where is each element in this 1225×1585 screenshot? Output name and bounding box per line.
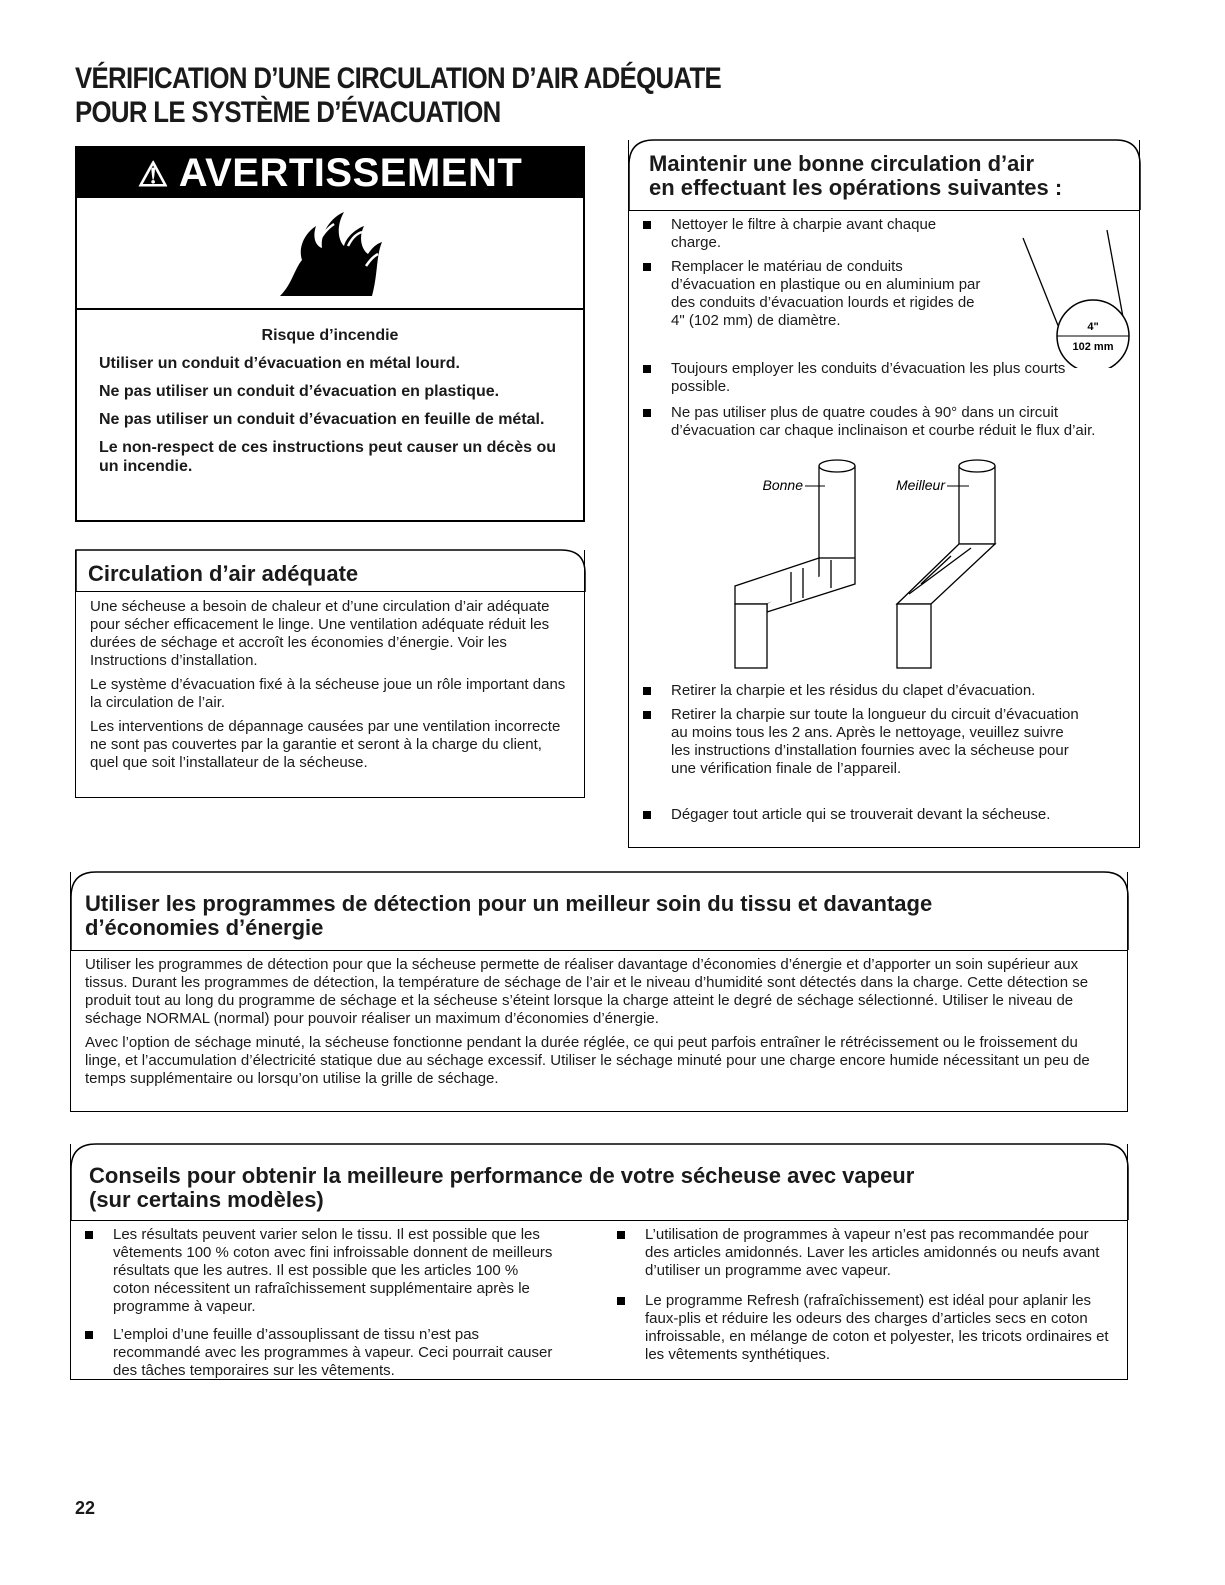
list-item: Toujours employer les conduits d’évacuation les plus courts possible. (643, 360, 1103, 396)
circulation-title: Circulation d’air adéquate (88, 561, 359, 586)
warning-item: Utiliser un conduit d’évacuation en métal lourd. (99, 355, 460, 372)
warning-risk: Risque d’incendie (261, 327, 399, 344)
sensing-text (85, 956, 1117, 1088)
list-item: Ne pas utiliser plus de quatre coudes à 90° dans un circuit d’évacuation car chaque inclinaison et courbe réduit le flux d’air. (643, 404, 1113, 440)
list-item: Nettoyer le filtre à charpie avant chaque charge. (643, 216, 973, 252)
sensing-title-line-2: d’économies d’énergie (85, 915, 324, 940)
list-item: Les résultats peuvent varier selon le tissu. Il est possible que les vêtements 100 % coton avec fini infroissable donnent de meilleurs résultats que les autres. Il est possible que les articles 100 % coton nécessitent un rafraîchissement supplémentaire après le programme à vapeur. (85, 1226, 555, 1316)
sensing-section (70, 872, 1128, 1112)
maintain-title-line-1: Maintenir une bonne circulation d’air (649, 151, 1035, 176)
warning-item: Le non-respect de ces instructions peut causer un décès ou un incendie. (99, 439, 557, 475)
list-item: L’utilisation de programmes à vapeur n’est pas recommandée pour des articles amidonnés. Laver les articles amidonnés ou neufs avant d’utiliser un programme avec vapeur. (617, 1226, 1113, 1280)
duct-diameter-diagram (1017, 228, 1137, 368)
list-item: Le programme Refresh (rafraîchissement) est idéal pour aplanir les faux-plis et réduire les odeurs des charges d’articles secs en coton infroissable, en mélange de coton et polyester, les tricots ordinaires et les vêtements synthétiques. (617, 1292, 1113, 1364)
circulation-text (90, 598, 570, 778)
title-line-2: POUR LE SYSTÈME D’ÉVACUATION (75, 96, 501, 129)
page-number: 22 (75, 1498, 96, 1518)
warning-header (77, 148, 583, 198)
list-item: Dégager tout article qui se trouverait devant la sécheuse. (643, 806, 1123, 824)
steam-tips-title-line-1: Conseils pour obtenir la meilleure performance de votre sécheuse avec vapeur (89, 1163, 915, 1188)
sensing-title-line-1: Utiliser les programmes de détection pour un meilleur soin du tissu et davantage (85, 891, 933, 916)
warning-item: Ne pas utiliser un conduit d’évacuation en plastique. (99, 383, 500, 400)
sensing-title (85, 892, 932, 940)
warning-item: Ne pas utiliser un conduit d’évacuation en feuille de métal. (99, 411, 545, 428)
steam-tips-title-line-2: (sur certains modèles) (89, 1187, 324, 1212)
maintain-section (628, 140, 1140, 848)
paragraph: Les interventions de dépannage causées par une ventilation incorrecte ne sont pas couvertes par la garantie et seront à la charge du client, quel que soit l’installateur de la sécheuse. (90, 718, 561, 771)
list-item: Remplacer le matériau de conduits d’évacuation en plastique ou en aluminium par des conduits d’évacuation lourds et rigides de 4" (102 mm) de diamètre. (643, 258, 988, 330)
duct-label-in: 4" (1087, 321, 1099, 333)
warning-triangle-icon: ⚠ (137, 156, 169, 194)
fire-icon (77, 198, 583, 310)
paragraph: Le système d’évacuation fixé à la sécheuse joue un rôle important dans la circulation de l’air. (90, 676, 566, 711)
better-label: Meilleur (895, 477, 945, 493)
paragraph: Une sécheuse a besoin de chaleur et d’une circulation d’air adéquate pour sécher efficacement le linge. Une ventilation adéquate réduit les durées de séchage et accroît les économies d’énergie. Voir les Instructions d’installation. (90, 598, 550, 669)
list-item: Retirer la charpie et les résidus du clapet d’évacuation. (643, 682, 1123, 700)
warning-title: AVERTISSEMENT (178, 151, 523, 195)
circulation-section (75, 550, 585, 798)
warning-box (75, 146, 585, 522)
steam-tips-title (89, 1164, 914, 1212)
duct-label-mm: 102 mm (1072, 341, 1114, 353)
maintain-title-line-2: en effectuant les opérations suivantes : (649, 175, 1063, 200)
elbow-diagram (721, 452, 1041, 672)
page-title (75, 62, 849, 130)
paragraph: Avec l’option de séchage minuté, la sécheuse fonctionne pendant la durée réglée, ce qui peut parfois entraîner le rétrécissement ou le froissement du linge, et l’accumulation d’électricité statique due au séchage excessif. Utiliser le séchage minuté pour une charge encore humide nécessitant un peu de temps supplémentaire ou lorsqu’on utilise la grille de séchage. (85, 1034, 1090, 1087)
maintain-title (649, 152, 1062, 200)
steam-tips-section (70, 1144, 1128, 1380)
warning-body (77, 310, 583, 476)
title-line-1: VÉRIFICATION D’UNE CIRCULATION D’AIR ADÉQUATE (75, 62, 722, 95)
good-label: Bonne (762, 477, 803, 493)
list-item: Retirer la charpie sur toute la longueur du circuit d’évacuation au moins tous les 2 ans. Après le nettoyage, veuillez suivre les instructions d’installation fournies avec la sécheuse pour une vérification finale de l’appareil. (643, 706, 1083, 778)
list-item: L’emploi d’une feuille d’assouplissant de tissu n’est pas recommandé avec les programmes à vapeur. Ceci pourrait causer des tâches temporaires sur les vêtements. (85, 1326, 555, 1380)
paragraph: Utiliser les programmes de détection pour que la sécheuse permette de réaliser davantage d’économies d’énergie et d’apporter un soin supérieur aux tissus. Durant les programmes de détection, la température de séchage de l’air et le niveau d’humidité sont détectés dans la charge. Cette détection se produit tout au long du programme de séchage et la sécheuse s’éteint lorsque la charge atteint le degré de séchage sélectionné. Utiliser le niveau de séchage NORMAL (normal) pour pouvoir réaliser un maximum d’économies d’énergie. (85, 956, 1089, 1027)
